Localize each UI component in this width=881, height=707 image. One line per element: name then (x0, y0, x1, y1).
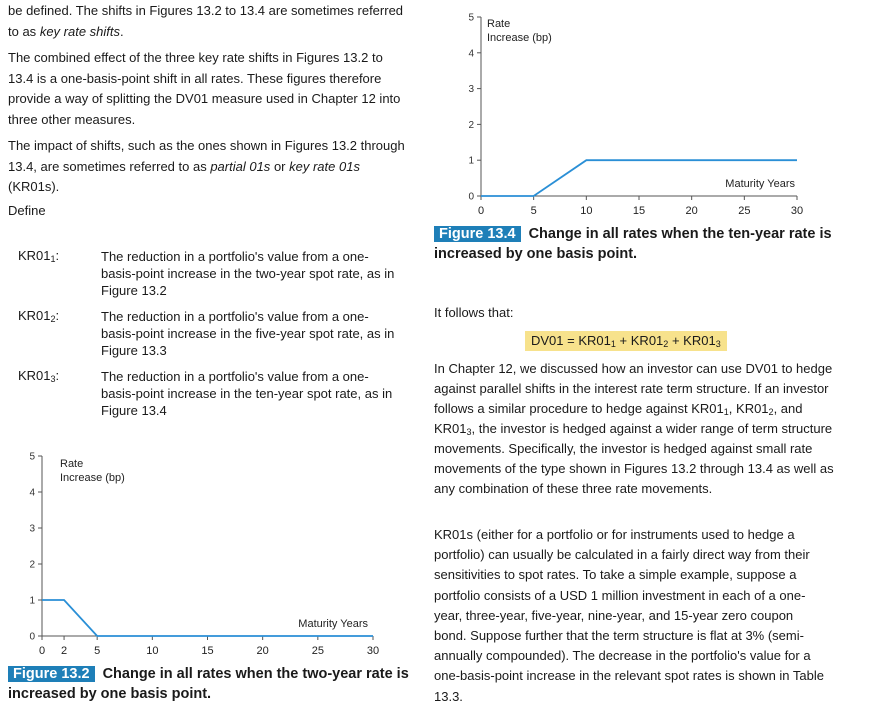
x-axis-label: Maturity Years (725, 178, 795, 190)
x-tick-label: 30 (366, 645, 380, 657)
figure-13-4-tag: Figure 13.4 (434, 226, 521, 242)
y-tick-label: 2 (29, 559, 35, 571)
paragraph-hedging: In Chapter 12, we discussed how an investor can use DV01 to hedge against parallel shifts in the interest rate term structure. If an investor follows a similar procedure to hedge against $KR01_1$, $KR01_2$, and $KR01_3$, the investor is hedged against a wider range of term structure movements. Specifically, the investor is hedged against small rate movements of the type shown in Figures 13.2 through 13.4 as well as any combination of these three rate movements. (434, 361, 834, 496)
x-tick-label: 30 (790, 205, 804, 217)
y-tick-label: 3 (468, 84, 474, 96)
y-tick-label: 1 (29, 595, 35, 607)
definition-text: The reduction in a portfolio's value from a one-basis-point increase in the five-year spot rate, as in Figure 13.3 (101, 309, 395, 358)
y-tick-label: 2 (468, 119, 474, 131)
y-axis-label: Rate (60, 458, 84, 470)
x-tick-label: 25 (738, 205, 751, 217)
y-tick-label: 5 (468, 12, 474, 24)
definition-term: $KR01_2$: (18, 308, 60, 324)
definition-term: $KR01_3$: (18, 368, 60, 384)
figure-13-2-chart (0, 440, 420, 665)
x-axis-label: Maturity Years (298, 618, 368, 630)
definition-term: $KR01_1$: (18, 248, 60, 264)
y-axis-label: Increase (bp) (487, 32, 552, 44)
x-tick-label: 0 (38, 645, 46, 657)
figure-13-4-svg (440, 0, 880, 222)
x-tick-label: 5 (94, 645, 101, 657)
y-tick-label: 3 (29, 523, 35, 535)
paragraph-key-rate-shifts: be defined. The shifts in Figures 13.2 to 13.4 are sometimes referred to as key rate shifts. (8, 3, 404, 39)
paragraph-kr01-calculation: KR01s (either for a portfolio or for instruments used to hedge a portfolio) can usually be calculated in a fairly direct way from their sensitivities to spot rates. To take a simple example, suppose a portfolio consists of a USD 1 million investment in each of a one-year, three-year, five-year, nine-year, and 15-year zero coupon bond. Suppose further that the term structure is flat at 3% (semi-annually compounded). The decrease in the portfolio's value for a one-basis-point increase in the relevant spot rates is shown in Table 13.3. (434, 527, 824, 704)
figure-13-4-caption: Figure 13.4 Change in all rates when the ten-year rate is increased by one basis point. (434, 226, 832, 262)
figure-13-2-tag: Figure 13.2 (8, 666, 95, 682)
define-label: Define (8, 203, 46, 218)
y-tick-label: 4 (468, 48, 474, 60)
x-tick-label: 25 (311, 645, 324, 657)
y-tick-label: 4 (29, 487, 35, 499)
x-tick-label: 10 (580, 205, 593, 217)
x-tick-label: 20 (685, 205, 698, 217)
x-tick-label: 10 (146, 645, 159, 657)
y-axis-label: Rate (487, 18, 511, 30)
definition-text: The reduction in a portfolio's value from a one-basis-point increase in the two-year spot rate, as in Figure 13.2 (101, 249, 395, 298)
y-axis-label: Increase (bp) (60, 472, 125, 484)
it-follows-that: It follows that: (434, 305, 514, 320)
paragraph-partial-01s: The impact of shifts, such as the ones shown in Figures 13.2 through 13.4, are sometimes referred to as partial 01s or key rate 01s (KR01s). (8, 138, 405, 194)
figure-13-2-caption: Figure 13.2 Change in all rates when the two-year rate is increased by one basis point. (8, 666, 409, 702)
x-tick-label: 20 (256, 645, 269, 657)
y-tick-label: 1 (468, 155, 474, 167)
figure-13-2-svg (0, 440, 420, 665)
dv01-formula: $DV01 = KR01_1 + KR01_2 + KR01_3$ (525, 331, 727, 351)
x-tick-label: 0 (477, 205, 485, 217)
figure-13-4-chart (440, 0, 880, 222)
x-tick-label: 5 (530, 205, 537, 217)
x-tick-label: 2 (61, 645, 68, 657)
definition-text: The reduction in a portfolio's value from a one-basis-point increase in the ten-year spot rate, as in Figure 13.4 (101, 369, 393, 418)
y-tick-label: 0 (468, 191, 474, 203)
y-tick-label: 0 (29, 631, 35, 643)
x-tick-label: 15 (201, 645, 214, 657)
y-tick-label: 5 (29, 451, 35, 463)
paragraph-combined-effect: The combined effect of the three key rate shifts in Figures 13.2 to 13.4 is a one-basis-point shift in all rates. These figures therefore provide a way of splitting the DV01 measure used in Chapter 12 into three other measures. (8, 50, 401, 127)
x-tick-label: 15 (632, 205, 646, 217)
